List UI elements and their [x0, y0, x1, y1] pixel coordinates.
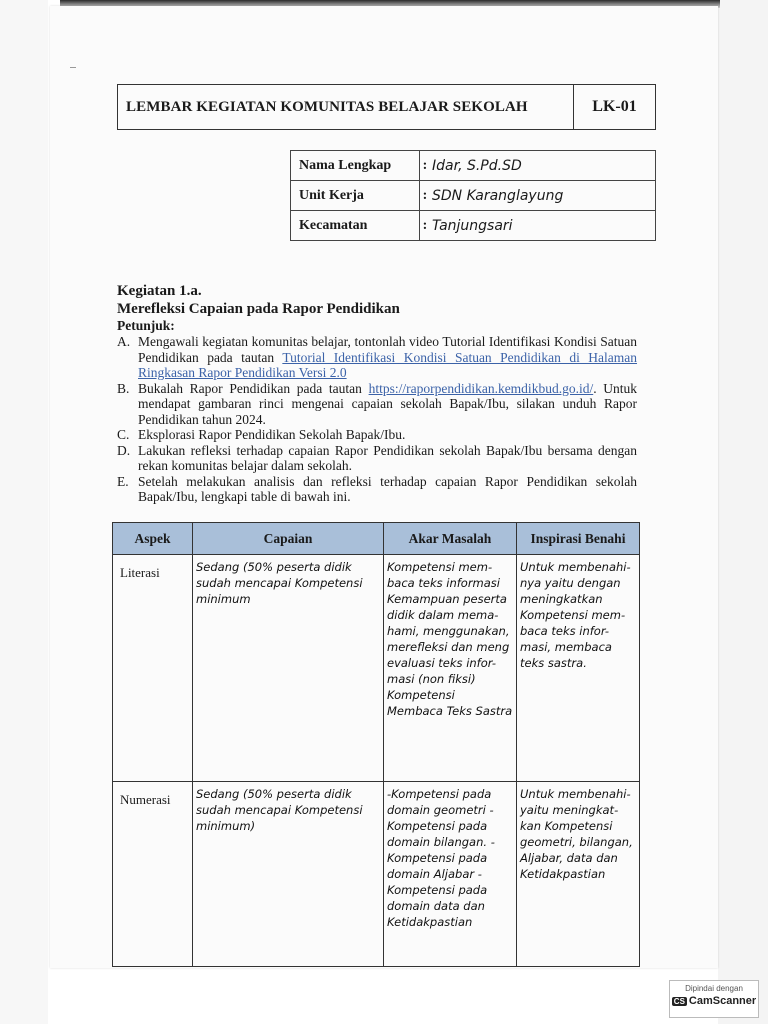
instruction-letter: D.: [117, 442, 131, 458]
cell-inspirasi: Untuk membenahi- nya yaitu dengan meningkatkan Kompetensi mem- baca teks infor- masi, membaca teks sastra.: [517, 555, 640, 782]
instruction-item: [117, 427, 637, 443]
identity-label: Unit Kerja: [291, 181, 420, 211]
cell-akar-masalah: Kompetensi mem- baca teks informasi Kemampuan peserta didik dalam mema- hami, menggunakan, merefleksi dan meng evaluasi teks infor- masi (non fiksi) Kompetensi Membaca Teks Sastra: [384, 555, 517, 782]
instructions-heading: Petunjuk:: [117, 318, 175, 333]
margin-mark: [70, 67, 76, 68]
activity-subtitle: Merefleksi Capaian pada Rapor Pendidikan: [117, 301, 400, 317]
instruction-text: Lakukan refleksi terhadap capaian Rapor Pendidikan sekolah Bapak/Ibu bersama dengan rekan komunitas belajar dalam sekolah.: [138, 442, 637, 473]
camscanner-logo-icon: CS: [673, 997, 685, 1006]
scan-left-margin: [0, 0, 48, 1024]
header-aspek: Aspek: [113, 523, 193, 555]
camscanner-watermark: [669, 980, 759, 1018]
instruction-text: . Untuk mendapat gambaran rinci mengenai capaian sekolah Bapak/Ibu, silakan unduh Rapor Pendidikan tahun 2024.: [138, 380, 638, 427]
header-inspirasi-benahi: Inspirasi Benahi: [517, 523, 640, 555]
instruction-text: Bukalah Rapor Pendidikan pada tautan: [138, 380, 362, 396]
table-header-row: [113, 523, 640, 555]
instruction-text: Setelah melakukan analisis dan refleksi terhadap capaian Rapor Pendidikan sekolah Bapak/Ibu, lengkapi table di bawah ini.: [138, 473, 637, 504]
identity-value-district: Tanjungsari: [430, 211, 656, 241]
header-title: LEMBAR KEGIATAN KOMUNITAS BELAJAR SEKOLAH: [126, 98, 528, 115]
scan-right-margin: [718, 0, 768, 1024]
cell-aspek: Literasi: [113, 555, 193, 782]
instruction-letter: A.: [117, 334, 131, 349]
activity-title: Kegiatan 1.a.: [117, 283, 202, 299]
instruction-list: [117, 334, 637, 505]
identity-label: Nama Lengkap: [291, 151, 420, 181]
instruction-letter: C.: [117, 427, 130, 442]
cell-inspirasi: Untuk membenahi- yaitu meningkat- kan Kompetensi geometri, bilangan, Aljabar, data dan Ketidakpastian: [517, 782, 640, 967]
instruction-text: Mengawali kegiatan komunitas belajar, tontonlah video Tutorial Identifikasi Kondisi Satuan Pendidikan pada tautan: [138, 334, 637, 365]
reflection-table: [112, 522, 640, 967]
cell-capaian: Sedang (50% peserta didik sudah mencapai Kompetensi minimum): [193, 782, 384, 967]
table-row: [113, 782, 640, 967]
identity-colon: :: [420, 181, 431, 211]
identity-colon: :: [420, 151, 431, 181]
instruction-item: [117, 443, 637, 474]
table-row: [113, 555, 640, 782]
watermark-brand-name: CamScanner: [688, 995, 757, 1007]
activity-section: [117, 282, 637, 505]
rapor-pendidikan-link[interactable]: https://raporpendidikan.kemdikbud.go.id/: [368, 380, 594, 396]
identity-table: [290, 150, 656, 241]
watermark-caption: Dipindai dengan: [685, 984, 743, 993]
instruction-letter: E.: [117, 473, 129, 489]
instruction-letter: B.: [117, 380, 130, 396]
watermark-brand: [670, 995, 758, 1007]
identity-value-unit: SDN Karanglayung: [430, 181, 656, 211]
instruction-item: [117, 334, 637, 381]
identity-colon: :: [420, 211, 431, 241]
instruction-item: [117, 474, 637, 505]
tutorial-link[interactable]: Tutorial Identifikasi Kondisi Satuan Pendidikan di Halaman Ringkasan Rapor Pendidikan Versi 2.0: [138, 349, 638, 380]
identity-label: Kecamatan: [291, 211, 420, 241]
header-code: LK-01: [573, 85, 655, 129]
identity-row: [291, 181, 656, 211]
cell-akar-masalah: -Kompetensi pada domain geometri -Kompetensi pada domain bilangan. -Kompetensi pada domain Aljabar -Kompetensi pada domain data dan Ketidakpastian: [384, 782, 517, 967]
instruction-text: Eksplorasi Rapor Pendidikan Sekolah Bapak/Ibu.: [138, 427, 406, 442]
identity-row: [291, 211, 656, 241]
instruction-item: [117, 381, 637, 428]
identity-row: [291, 151, 656, 181]
cell-aspek: Numerasi: [113, 782, 193, 967]
header-akar-masalah: Akar Masalah: [384, 523, 517, 555]
header-box: [117, 84, 656, 130]
header-capaian: Capaian: [193, 523, 384, 555]
identity-value-name: Idar, S.Pd.SD: [430, 151, 656, 181]
cell-capaian: Sedang (50% peserta didik sudah mencapai Kompetensi minimum: [193, 555, 384, 782]
